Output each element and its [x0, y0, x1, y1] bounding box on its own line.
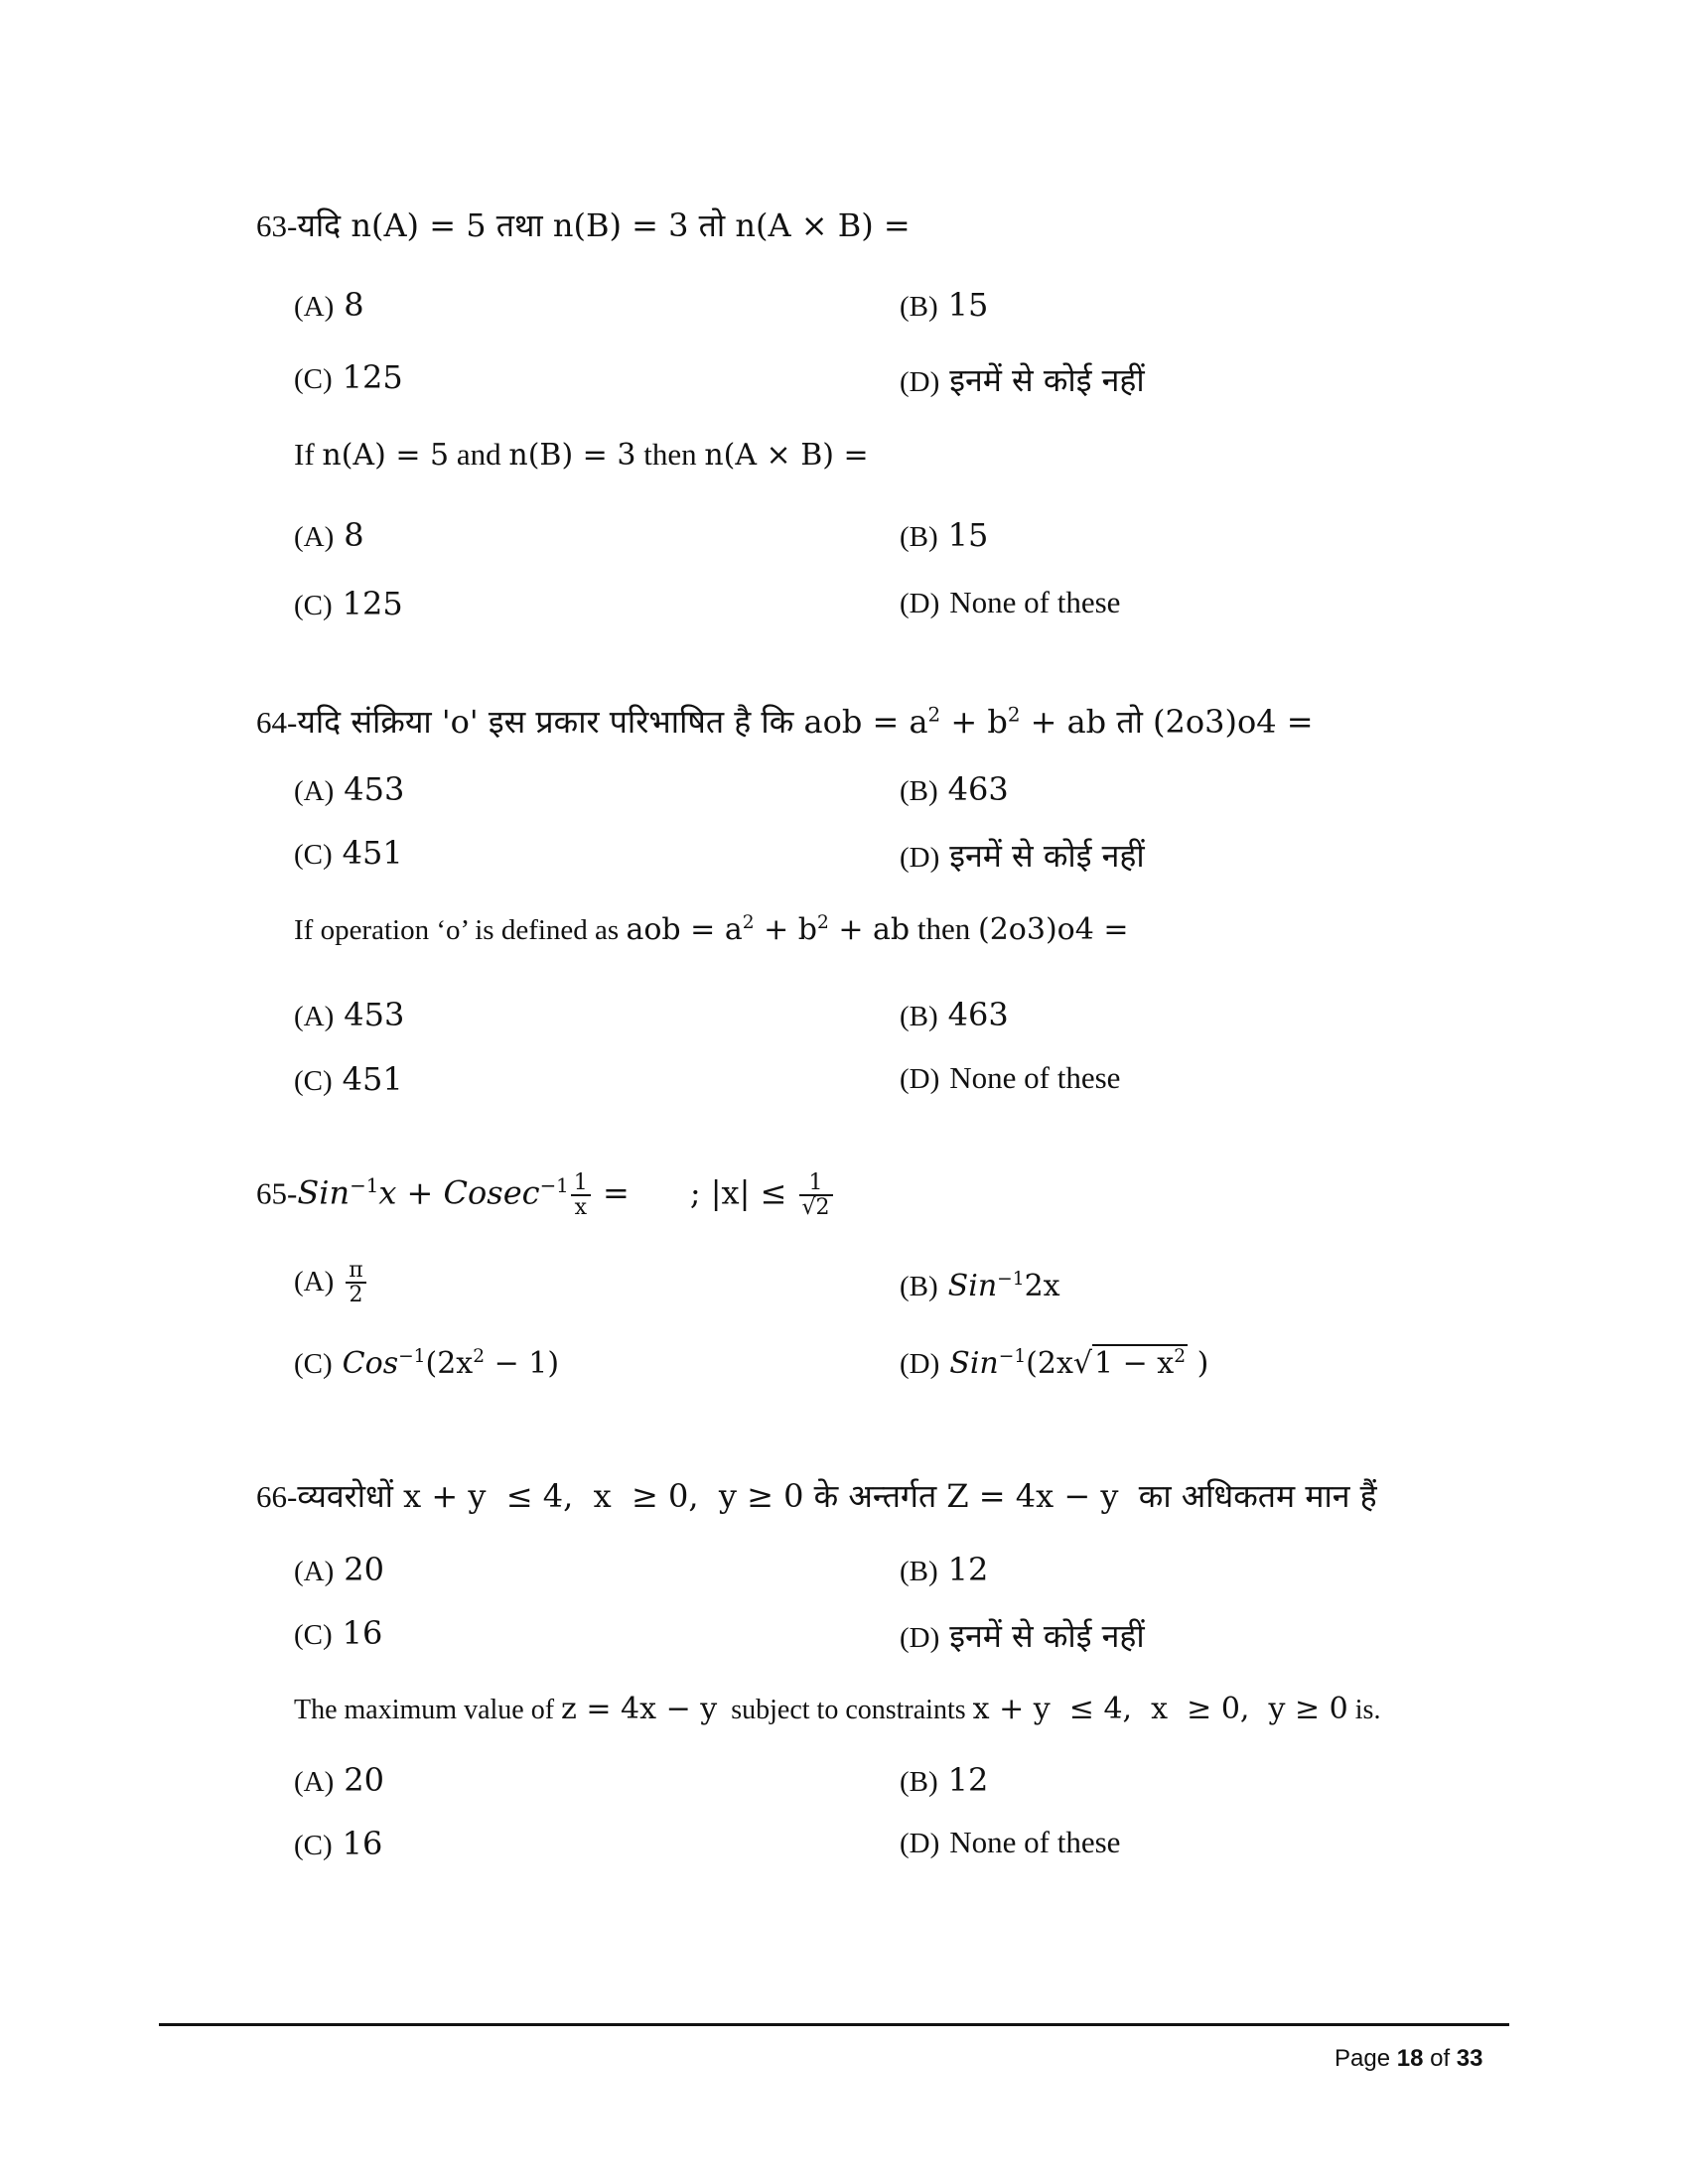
- text-q63-en-m2: n(B) = 3: [508, 438, 636, 473]
- text-q66-opts_en-0: 20: [344, 1761, 384, 1799]
- text-q65-optD_sup2: 2: [1174, 1346, 1187, 1367]
- q63-en-option-c: [294, 585, 403, 622]
- question-64-english: [294, 911, 1128, 947]
- q64-en-option-c: [294, 1060, 403, 1098]
- text-q64-en-t1: If operation ‘o’ is defined as: [294, 914, 627, 946]
- text-q63-en-t3: then: [635, 437, 705, 472]
- question-63-hindi: [256, 204, 911, 246]
- text-q64-opts_hi-0: 453: [344, 770, 405, 808]
- text-labels-1: (B): [900, 1271, 938, 1302]
- text-q65-f2n: 1: [799, 1171, 833, 1196]
- fraction-1-over-x: [571, 1171, 591, 1219]
- text-q63-hi-t3: तो: [688, 206, 736, 244]
- q65-option-b: [900, 1269, 1060, 1303]
- text-q64-opts_hi-1: 463: [947, 770, 1009, 808]
- text-q64-hi-m2: aob = a: [803, 703, 928, 741]
- q63-en-option-b: [900, 516, 988, 554]
- text-q63-opts_en-2: 125: [342, 585, 403, 622]
- text-q63-en-t2: and: [449, 437, 509, 472]
- text-labels-0: (A): [294, 1001, 335, 1032]
- text-q66-en-t3: is.: [1347, 1695, 1381, 1725]
- text-q64-opts_en-1: 463: [947, 996, 1009, 1033]
- text-labels-0: (A): [294, 1266, 335, 1298]
- text-q64-hi-m1: 'o': [441, 703, 479, 741]
- question-64-hindi: [256, 700, 1314, 743]
- text-labels-0: (A): [294, 291, 335, 323]
- text-q63-opts_hi-3: इनमें से कोई नहीं: [949, 361, 1145, 399]
- text-q64-en-m3: + b: [754, 912, 817, 947]
- text-footer-page_word: Page: [1335, 2045, 1397, 2072]
- q66-en-option-c: [294, 1825, 382, 1862]
- text-q63-opts_hi-1: 15: [947, 286, 989, 324]
- text-labels-2: (C): [294, 1619, 333, 1651]
- text-q65-p2: x + Cosec: [378, 1173, 540, 1212]
- text-q66-hi-m2: Z = 4x − y: [946, 1477, 1119, 1515]
- text-q63-hi-num: 63-: [256, 208, 298, 243]
- text-q65-optD_1: Sin: [949, 1346, 999, 1381]
- q65-option-d: [900, 1346, 1208, 1381]
- text-q65-optA_d: 2: [349, 1283, 363, 1308]
- text-labels-2: (C): [294, 1830, 333, 1861]
- q64-en-option-a: [294, 996, 404, 1033]
- text-labels-2: (C): [294, 363, 333, 395]
- text-q65-num: 65-: [256, 1175, 298, 1211]
- text-q63-opts_en-3: None of these: [949, 585, 1121, 619]
- text-labels-2: (C): [294, 590, 333, 621]
- fraction-pi-over-2: [346, 1259, 365, 1306]
- text-q64-hi-m5: (2o3)o4 =: [1153, 703, 1314, 741]
- text-q65-f1d: x: [574, 1195, 587, 1221]
- text-q64-en-m5: (2o3)o4 =: [978, 912, 1129, 947]
- question-66-hindi: [256, 1474, 1377, 1517]
- text-q66-opts_hi-2: 16: [342, 1614, 383, 1652]
- text-q65-optA_n: π: [346, 1259, 365, 1284]
- text-q64-opts_en-0: 453: [344, 996, 405, 1033]
- text-q63-hi-m3: n(A × B) =: [735, 206, 911, 244]
- q64-hi-option-b: [900, 770, 1009, 808]
- text-footer-total: 33: [1456, 2045, 1483, 2072]
- text-q65-optD_4: ): [1188, 1346, 1209, 1381]
- text-q64-opts_en-2: 451: [342, 1060, 403, 1098]
- text-q63-en-m1: n(A) = 5: [322, 438, 450, 473]
- q66-hi-option-a: [294, 1551, 384, 1588]
- q63-en-option-d: [900, 585, 1120, 620]
- text-q65-f1n: 1: [571, 1171, 591, 1196]
- q63-hi-option-d: [900, 358, 1145, 401]
- text-labels-0: (A): [294, 521, 335, 553]
- text-q64-hi-m3: + b: [940, 703, 1008, 741]
- text-labels-0: (A): [294, 1556, 335, 1587]
- text-q63-hi-m2: n(B) = 3: [552, 206, 689, 244]
- question-63-english: [294, 437, 869, 473]
- text-labels-1: (B): [900, 521, 938, 553]
- text-q63-en-t1: If: [294, 437, 323, 472]
- q64-hi-option-c: [294, 834, 403, 872]
- text-q65-sup1: −1: [350, 1173, 379, 1197]
- q66-en-option-b: [900, 1761, 988, 1799]
- text-q66-hi-t2: के अन्तर्गत: [803, 1477, 947, 1515]
- text-q65-sup2: −1: [539, 1173, 569, 1197]
- text-q63-opts_hi-2: 125: [342, 358, 403, 396]
- text-q63-hi-t1: यदि: [297, 206, 352, 244]
- text-q65-optD_2: (2x√: [1026, 1346, 1092, 1381]
- q66-hi-option-c: [294, 1614, 382, 1652]
- q66-en-option-a: [294, 1761, 384, 1799]
- text-q64-en-m2: aob = a: [626, 912, 743, 947]
- text-q64-hi-t1: यदि संक्रिया: [297, 703, 442, 741]
- q64-en-option-b: [900, 996, 1009, 1033]
- q64-hi-option-a: [294, 770, 404, 808]
- text-q65-optC_2: (2x: [425, 1346, 474, 1381]
- text-q66-hi-t1: व्यवरोधों: [297, 1477, 404, 1515]
- text-q64-opts_hi-3: इनमें से कोई नहीं: [949, 837, 1145, 875]
- text-q66-opts_hi-3: इनमें से कोई नहीं: [949, 1617, 1145, 1655]
- text-q65-optC_sup: −1: [398, 1346, 426, 1367]
- text-q65-optC_1: Cos: [342, 1346, 399, 1381]
- text-q63-opts_hi-0: 8: [344, 286, 364, 324]
- text-q64-hi-t2: इस प्रकार परिभाषित है कि: [478, 703, 804, 741]
- text-q66-hi-num: 66-: [256, 1479, 298, 1514]
- text-labels-3: (D): [900, 366, 940, 398]
- text-q66-opts_en-3: None of these: [949, 1825, 1121, 1859]
- text-q64-hi-t3: तो: [1106, 703, 1154, 741]
- q65-option-a: [294, 1259, 368, 1306]
- text-labels-0: (A): [294, 775, 335, 807]
- q66-en-option-d: [900, 1825, 1120, 1860]
- text-q64-hi-sup2: 2: [1007, 703, 1021, 727]
- text-footer-page_num: 18: [1396, 2045, 1424, 2072]
- text-labels-1: (B): [900, 291, 938, 323]
- text-footer-of_word: of: [1423, 2045, 1457, 2072]
- text-labels-3: (D): [900, 842, 940, 874]
- text-labels-3: (D): [900, 1348, 940, 1380]
- q63-hi-option-c: [294, 358, 403, 396]
- text-q66-en-m1: z = 4x − y: [561, 1692, 718, 1726]
- text-q65-optB_sup: −1: [997, 1269, 1025, 1290]
- text-q64-opts_en-3: None of these: [949, 1060, 1121, 1095]
- text-q66-opts_en-1: 12: [947, 1761, 989, 1799]
- text-q64-hi-sup1: 2: [927, 703, 941, 727]
- footer-divider: [159, 2023, 1509, 2026]
- text-labels-0: (A): [294, 1766, 335, 1798]
- text-labels-3: (D): [900, 588, 940, 619]
- q66-hi-option-b: [900, 1551, 988, 1588]
- text-q63-opts_en-1: 15: [947, 516, 989, 554]
- text-labels-1: (B): [900, 775, 938, 807]
- sqrt-radicand: [1092, 1344, 1188, 1381]
- text-q65-optB_1: Sin: [947, 1269, 998, 1303]
- text-labels-1: (B): [900, 1001, 938, 1032]
- text-labels-3: (D): [900, 1828, 940, 1859]
- text-q66-opts_hi-0: 20: [344, 1551, 384, 1588]
- text-q65-p3: = ; |x| ≤: [592, 1173, 797, 1212]
- text-labels-2: (C): [294, 839, 333, 871]
- text-q65-optD_3: 1 − x: [1093, 1346, 1175, 1381]
- text-q64-en-t3: then: [910, 911, 978, 946]
- question-65: [256, 1171, 835, 1219]
- q63-en-option-a: [294, 516, 364, 554]
- text-q65-optD_sup: −1: [998, 1346, 1027, 1367]
- q63-hi-option-a: [294, 286, 364, 324]
- text-q66-opts_en-2: 16: [342, 1825, 383, 1862]
- text-q66-en-t2: subject to constraints: [717, 1695, 973, 1725]
- text-q63-opts_en-0: 8: [344, 516, 364, 554]
- q64-en-option-d: [900, 1060, 1120, 1096]
- fraction-1-over-root2: [799, 1171, 833, 1219]
- text-labels-1: (B): [900, 1556, 938, 1587]
- text-labels-3: (D): [900, 1063, 940, 1095]
- text-q66-hi-t3: का अधिकतम मान हैं: [1118, 1477, 1377, 1515]
- q63-hi-option-b: [900, 286, 988, 324]
- text-q63-en-m3: n(A × B) =: [704, 438, 869, 473]
- text-labels-2: (C): [294, 1348, 333, 1380]
- question-66-english: [294, 1692, 1380, 1726]
- text-labels-3: (D): [900, 1622, 940, 1654]
- text-q66-en-t1: The maximum value of: [294, 1695, 562, 1725]
- text-labels-2: (C): [294, 1065, 333, 1097]
- text-q65-optC_sup2: 2: [473, 1346, 486, 1367]
- text-q64-en-m4: + ab: [828, 912, 911, 947]
- q66-hi-option-d: [900, 1614, 1145, 1657]
- q65-option-c: [294, 1346, 559, 1381]
- q64-hi-option-d: [900, 834, 1145, 877]
- text-q64-opts_hi-2: 451: [342, 834, 403, 872]
- text-q63-hi-m1: n(A) = 5: [351, 206, 487, 244]
- text-q64-hi-num: 64-: [256, 705, 298, 740]
- text-q66-en-m2: x + y ≤ 4, x ≥ 0, y ≥ 0: [972, 1692, 1348, 1726]
- page-number: [1335, 2045, 1482, 2073]
- text-q65-optB_2: 2x: [1024, 1269, 1060, 1303]
- text-labels-1: (B): [900, 1766, 938, 1798]
- text-q65-f2d: √2: [801, 1195, 830, 1221]
- text-q66-opts_hi-1: 12: [947, 1551, 989, 1588]
- text-q64-en-sup2: 2: [816, 912, 829, 933]
- text-q63-hi-t2: तथा: [486, 206, 553, 244]
- text-q65-p1: Sin: [297, 1173, 351, 1212]
- text-q64-en-sup1: 2: [742, 912, 755, 933]
- text-q66-hi-m1: x + y ≤ 4, x ≥ 0, y ≥ 0: [403, 1477, 804, 1515]
- text-q64-hi-m4: + ab: [1020, 703, 1107, 741]
- text-q65-optC_3: − 1): [485, 1346, 560, 1381]
